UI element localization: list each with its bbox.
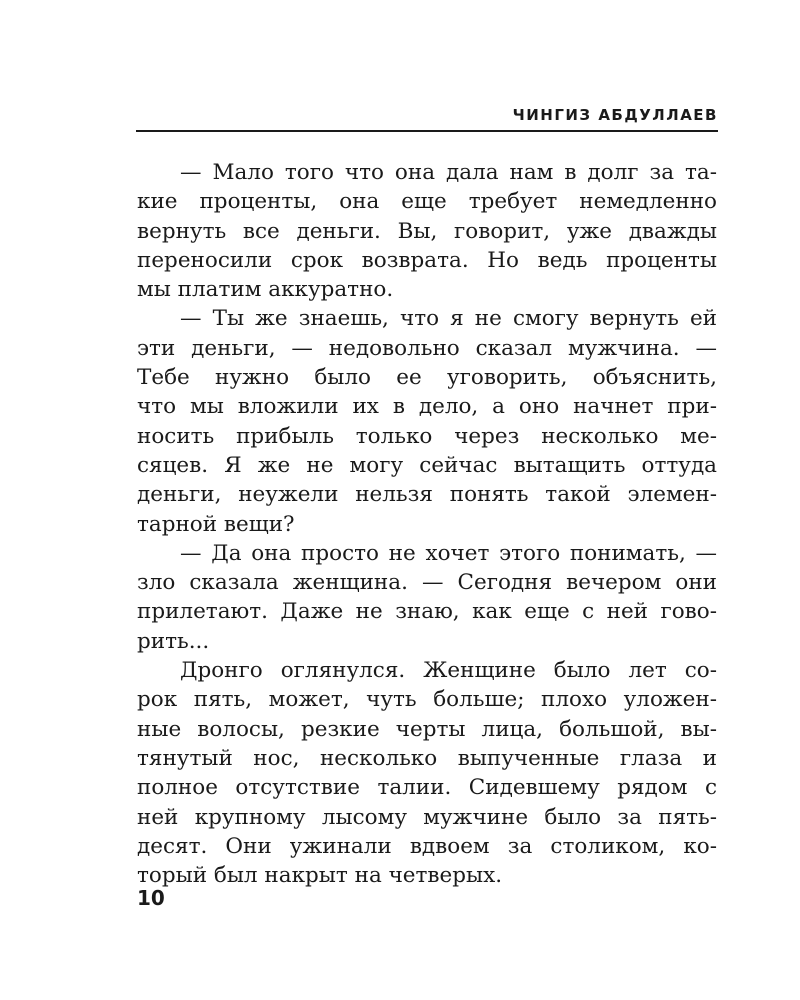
paragraph bbox=[137, 158, 717, 304]
text-line: сяцев. Я же не могу сейчас вытащить оттуда bbox=[137, 452, 717, 478]
text-line: тарной вещи? bbox=[137, 511, 295, 537]
body-text bbox=[137, 158, 717, 890]
text-line: Тебе нужно было ее уговорить, объяснить, bbox=[137, 365, 717, 391]
text-line: рить... bbox=[137, 628, 210, 654]
text-line: носить прибыль только через несколько ме- bbox=[137, 423, 717, 449]
text-line: ней крупному лысому мужчине было за пять- bbox=[137, 804, 717, 830]
text-line: переносили срок возврата. Но ведь проценты bbox=[137, 247, 717, 273]
text-line: полное отсутствие талии. Сидевшему рядом с bbox=[137, 775, 717, 801]
page-number: 10 bbox=[137, 886, 165, 910]
running-title: ЧИНГИЗ АБДУЛЛАЕВ bbox=[512, 106, 718, 124]
text-line: мы платим аккуратно. bbox=[137, 277, 394, 303]
text-line: деньги, неужели нельзя понять такой элемен- bbox=[137, 482, 717, 508]
text-line: эти деньги, — недовольно сказал мужчина. — bbox=[137, 335, 717, 361]
text-line: зло сказала женщина. — Сегодня вечером они bbox=[137, 570, 717, 596]
text-line: вернуть все деньги. Вы, говорит, уже дважды bbox=[137, 218, 717, 244]
text-line: Дронго оглянулся. Женщине было лет со- bbox=[180, 658, 717, 684]
text-line: ные волосы, резкие черты лица, большой, вы- bbox=[137, 716, 717, 742]
text-line: — Ты же знаешь, что я не смогу вернуть ей bbox=[180, 306, 717, 332]
text-line: что мы вложили их в дело, а оно начнет при- bbox=[137, 394, 717, 420]
text-line: прилетают. Даже не знаю, как еще с ней гово- bbox=[137, 599, 717, 625]
running-header bbox=[136, 104, 718, 132]
text-line: — Да она просто не хочет этого понимать, — bbox=[180, 540, 717, 566]
text-line: торый был накрыт на четверых. bbox=[137, 863, 503, 889]
paragraph bbox=[137, 539, 717, 656]
text-line: тянутый нос, несколько выпученные глаза и bbox=[137, 745, 717, 771]
paragraph bbox=[137, 656, 717, 890]
text-line: десят. Они ужинали вдвоем за столиком, ко- bbox=[137, 833, 717, 859]
text-line: — Мало того что она дала нам в долг за та- bbox=[180, 160, 717, 185]
text-line: рок пять, может, чуть больше; плохо уложен- bbox=[137, 687, 717, 713]
paragraph bbox=[137, 304, 717, 538]
text-line: кие проценты, она еще требует немедленно bbox=[137, 189, 717, 215]
